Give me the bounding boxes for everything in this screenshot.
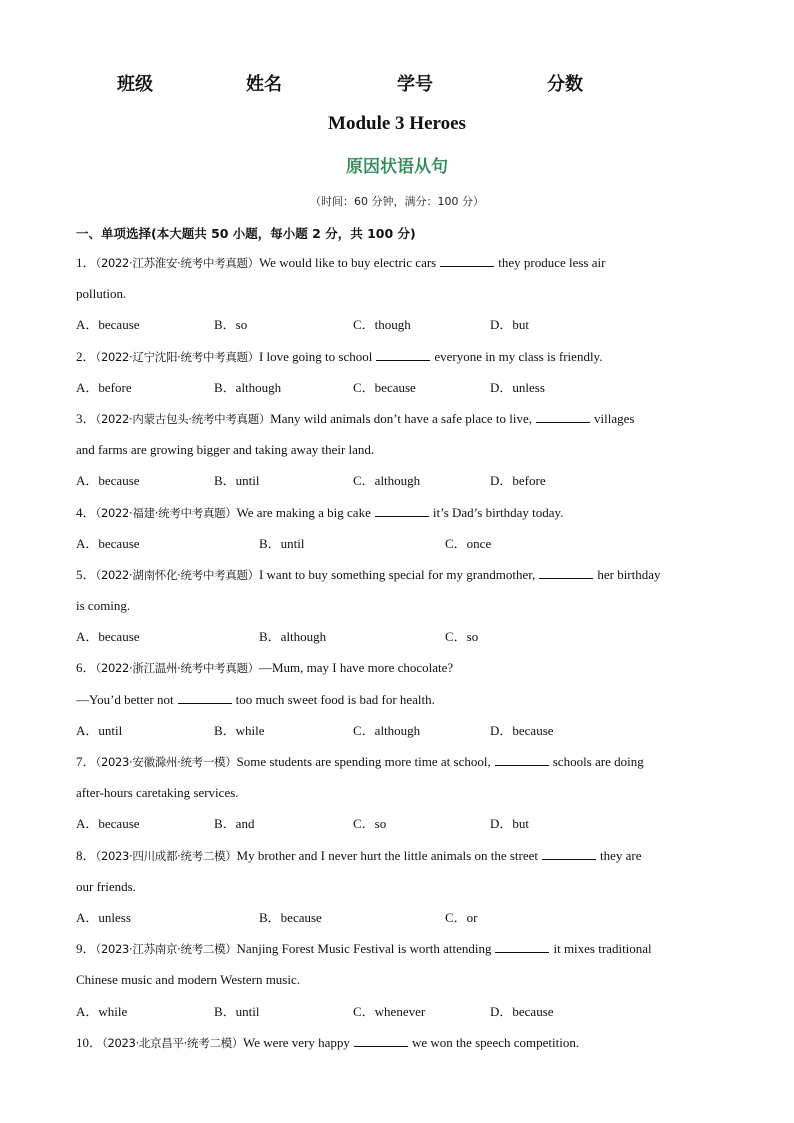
question-text-after: they produce less air: [498, 255, 606, 270]
answer-option[interactable]: D．because: [490, 722, 554, 738]
answer-option[interactable]: C．so: [445, 629, 479, 645]
time-score-note: （时间：60 分钟，满分：100 分）: [310, 195, 484, 208]
question-number: 4．: [76, 504, 96, 520]
question-line: [76, 846, 726, 877]
question-number: 2．: [76, 348, 96, 364]
question-item: [76, 658, 726, 752]
question-text: Many wild animals don’t have a safe place to live,: [270, 410, 533, 426]
answer-option[interactable]: A．before: [76, 379, 132, 395]
question-source: （2022·江苏淮安·统考中考真题）: [95, 256, 259, 270]
answer-option[interactable]: B．until: [259, 535, 305, 551]
answer-blank: [539, 566, 593, 579]
answer-option[interactable]: B．although: [259, 629, 327, 645]
question-number: 10．: [76, 1034, 103, 1050]
question-list: [76, 253, 726, 1064]
answer-option[interactable]: D．unless: [490, 379, 545, 395]
answer-option[interactable]: C．so: [353, 816, 387, 832]
answer-option[interactable]: B．until: [214, 1003, 260, 1019]
answer-option[interactable]: C．whenever: [353, 1003, 426, 1019]
answer-options: [76, 471, 726, 502]
question-text: We would like to buy electric cars: [258, 255, 437, 270]
answer-option[interactable]: A．while: [76, 1003, 128, 1019]
answer-option[interactable]: B．until: [214, 473, 260, 489]
answer-option[interactable]: B．although: [214, 379, 282, 395]
answer-option[interactable]: C．once: [445, 535, 492, 551]
answer-option[interactable]: D．before: [490, 473, 546, 489]
question-text-after: we won the speech competition.: [411, 1034, 580, 1050]
answer-blank: [354, 1034, 408, 1047]
question-line: [76, 503, 726, 534]
question-source: （2023·安徽滁州·统考一模）: [95, 755, 237, 769]
question-source: （2022·福建·统考中考真题）: [95, 505, 237, 520]
answer-blank: [375, 504, 429, 517]
question-line: [76, 253, 726, 284]
question-number: 3．: [76, 410, 96, 426]
question-source: （2023·北京昌平·统考二模）: [102, 1035, 244, 1050]
answer-option[interactable]: D．but: [490, 816, 530, 832]
question-source: （2022·湖南怀化·统考中考真题）: [95, 567, 259, 582]
answer-option[interactable]: D．because: [490, 1003, 554, 1019]
question-item: [76, 752, 726, 846]
question-text: I love going to school: [258, 348, 373, 364]
answer-option[interactable]: C．or: [445, 909, 478, 925]
question-text: Some students are spending more time at school,: [236, 754, 491, 769]
question-line: [76, 658, 726, 689]
question-continuation: [76, 690, 726, 721]
answer-options: [76, 627, 726, 658]
section-heading: 一、单项选择(本大题共 50 小题，每小题 2 分，共 100 分): [76, 226, 416, 241]
question-source: （2023·四川成都·统考二模）: [95, 848, 237, 863]
answer-option[interactable]: B．while: [214, 722, 265, 738]
question-text-after: it’s Dad’s birthday today.: [432, 504, 564, 520]
question-source: （2022·浙江温州·统考中考真题）: [95, 661, 259, 676]
answer-options: [76, 908, 726, 939]
answer-option[interactable]: A．unless: [76, 909, 131, 925]
answer-option[interactable]: B．so: [214, 317, 248, 333]
question-continuation: after-hours caretaking services.: [76, 785, 239, 801]
answer-options: [76, 315, 726, 346]
answer-blank: [536, 410, 590, 423]
answer-blank: [495, 940, 549, 953]
question-item: [76, 846, 726, 940]
question-source: （2023·江苏南京·统考二模）: [95, 942, 237, 957]
question-line: [76, 939, 726, 970]
answer-option[interactable]: C．although: [353, 473, 421, 489]
question-item: [76, 1033, 726, 1064]
answer-blank: [440, 254, 494, 267]
question-text-after: it mixes traditional: [553, 941, 652, 957]
answer-option[interactable]: C．though: [353, 317, 411, 333]
answer-option[interactable]: A．until: [76, 722, 123, 738]
question-continuation: Chinese music and modern Western music.: [76, 972, 301, 988]
question-source: （2022·辽宁沈阳·统考中考真题）: [95, 349, 259, 364]
answer-option[interactable]: C．because: [353, 379, 416, 395]
answer-option[interactable]: A．because: [76, 535, 140, 551]
answer-option[interactable]: C．although: [353, 722, 421, 738]
answer-blank: [178, 691, 232, 704]
question-text-after: everyone in my class is friendly.: [434, 348, 603, 364]
question-text-after: villages: [594, 410, 635, 426]
answer-blank: [495, 753, 549, 766]
question-continuation: is coming.: [76, 598, 131, 614]
question-continuation: our friends.: [76, 878, 136, 894]
answer-options: [76, 1002, 726, 1033]
answer-options: [76, 721, 726, 752]
page-title: Module 3 Heroes: [328, 113, 466, 134]
answer-option[interactable]: B．because: [259, 909, 322, 925]
question-item: [76, 347, 726, 409]
name-label: 姓名: [246, 74, 282, 95]
student-info-header: [0, 70, 794, 94]
question-text: We are making a big cake: [236, 504, 371, 520]
question-text: We were very happy: [243, 1034, 350, 1050]
question-line: [76, 752, 726, 783]
question-text: —You’d better not: [76, 691, 174, 707]
question-line: [76, 565, 726, 596]
answer-option[interactable]: B．and: [214, 816, 255, 832]
question-text: My brother and I never hurt the little animals on the street: [236, 847, 538, 863]
question-line: [76, 1033, 726, 1064]
question-text-after: they are: [599, 847, 642, 863]
question-text-after: her birthday: [597, 566, 661, 582]
answer-blank: [542, 847, 596, 860]
student-id-label: 学号: [397, 74, 433, 95]
answer-option[interactable]: A．because: [76, 317, 140, 333]
answer-option[interactable]: A．because: [76, 473, 140, 489]
question-item: [76, 409, 726, 503]
question-line: [76, 347, 726, 378]
question-text: Nanjing Forest Music Festival is worth attending: [236, 941, 492, 957]
question-item: [76, 939, 726, 1033]
page-subtitle: 原因状语从句: [346, 157, 448, 177]
question-number: 8．: [76, 847, 96, 863]
question-line: [76, 409, 726, 440]
question-continuation: and farms are growing bigger and taking away their land.: [76, 442, 375, 458]
question-text: I want to buy something special for my grandmother,: [258, 566, 536, 582]
question-number: 6．: [76, 660, 96, 676]
question-number: 7．: [76, 754, 96, 769]
answer-option[interactable]: A．because: [76, 816, 140, 832]
question-item: [76, 503, 726, 565]
answer-option[interactable]: D．but: [490, 317, 530, 333]
question-item: [76, 253, 726, 347]
question-text-after: too much sweet food is bad for health.: [235, 691, 435, 707]
answer-options: [76, 378, 726, 409]
question-text: —Mum, may I have more chocolate?: [258, 660, 454, 676]
question-text-after: schools are doing: [552, 754, 644, 769]
question-source: （2022·内蒙古包头·统考中考真题）: [95, 411, 271, 426]
question-continuation: pollution.: [76, 286, 127, 302]
class-label: 班级: [117, 74, 153, 95]
question-item: [76, 565, 726, 659]
answer-option[interactable]: A．because: [76, 629, 140, 645]
score-label: 分数: [547, 74, 583, 95]
answer-options: [76, 534, 726, 565]
question-number: 1．: [76, 255, 96, 270]
question-number: 5．: [76, 566, 96, 582]
answer-blank: [376, 348, 430, 361]
question-number: 9．: [76, 941, 96, 957]
answer-options: [76, 814, 726, 845]
